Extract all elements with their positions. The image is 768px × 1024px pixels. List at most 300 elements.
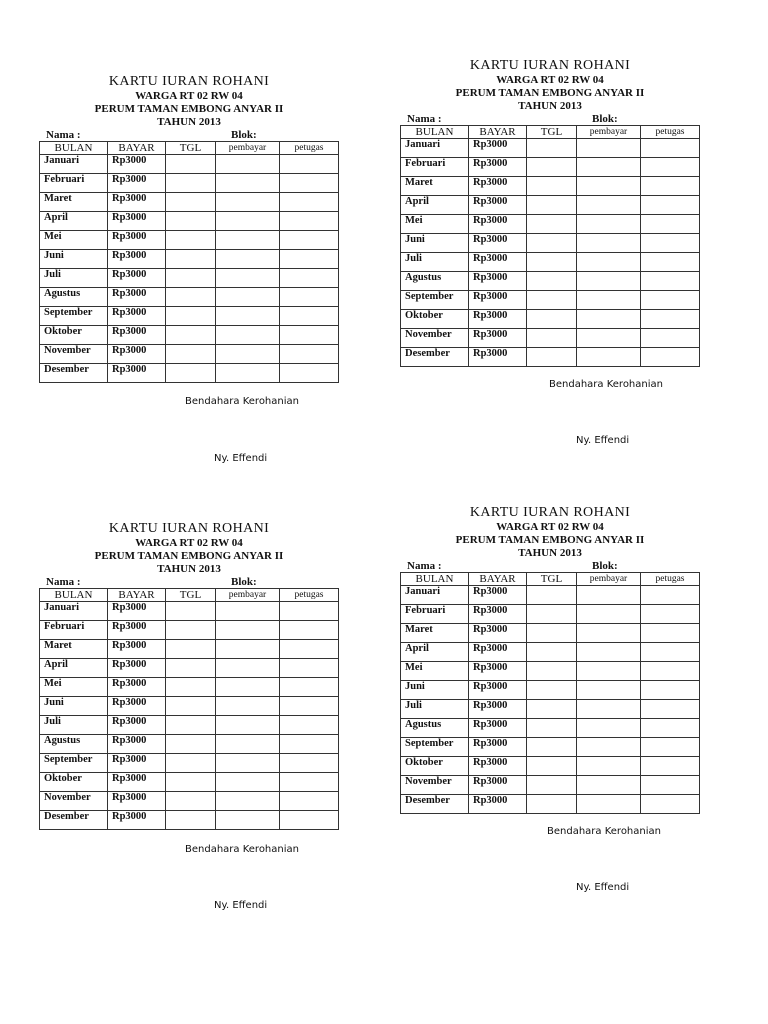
table-row bbox=[401, 215, 700, 234]
month-cell: Maret bbox=[401, 177, 469, 196]
amount-cell: Rp3000 bbox=[108, 678, 166, 697]
amount-cell: Rp3000 bbox=[469, 291, 527, 310]
date-cell bbox=[527, 158, 577, 177]
officer-cell bbox=[280, 250, 339, 269]
payer-cell bbox=[577, 291, 641, 310]
date-cell bbox=[527, 738, 577, 757]
date-cell bbox=[527, 196, 577, 215]
month-cell: Desember bbox=[40, 811, 108, 830]
date-cell bbox=[527, 215, 577, 234]
amount-cell: Rp3000 bbox=[108, 231, 166, 250]
date-cell bbox=[527, 624, 577, 643]
month-cell: Desember bbox=[401, 348, 469, 367]
table-row bbox=[40, 193, 339, 212]
table-row bbox=[40, 269, 339, 288]
name-block-row bbox=[39, 129, 339, 141]
table-row bbox=[401, 272, 700, 291]
amount-cell: Rp3000 bbox=[108, 193, 166, 212]
month-cell: November bbox=[40, 345, 108, 364]
payer-cell bbox=[577, 196, 641, 215]
table-row bbox=[401, 776, 700, 795]
month-cell: September bbox=[40, 754, 108, 773]
amount-cell: Rp3000 bbox=[469, 234, 527, 253]
month-cell: Februari bbox=[401, 158, 469, 177]
table-row bbox=[40, 678, 339, 697]
month-cell: Maret bbox=[401, 624, 469, 643]
card-subtitle-tahun: TAHUN 2013 bbox=[157, 563, 221, 575]
date-cell bbox=[527, 700, 577, 719]
amount-cell: Rp3000 bbox=[108, 640, 166, 659]
officer-cell bbox=[641, 681, 700, 700]
month-cell: Juli bbox=[401, 700, 469, 719]
treasurer-name: Ny. Effendi bbox=[576, 882, 630, 893]
table-row bbox=[40, 364, 339, 383]
payer-cell bbox=[216, 602, 280, 621]
nama-label: Nama : bbox=[407, 560, 442, 572]
month-cell: September bbox=[401, 738, 469, 757]
amount-cell: Rp3000 bbox=[108, 602, 166, 621]
month-cell: Agustus bbox=[40, 735, 108, 754]
payer-cell bbox=[216, 754, 280, 773]
amount-cell: Rp3000 bbox=[469, 586, 527, 605]
officer-cell bbox=[641, 291, 700, 310]
date-cell bbox=[527, 291, 577, 310]
month-cell: September bbox=[401, 291, 469, 310]
officer-cell bbox=[280, 174, 339, 193]
officer-cell bbox=[280, 326, 339, 345]
officer-cell bbox=[641, 158, 700, 177]
month-cell: April bbox=[401, 643, 469, 662]
date-cell bbox=[166, 811, 216, 830]
officer-cell bbox=[641, 348, 700, 367]
payer-cell bbox=[577, 139, 641, 158]
payer-cell bbox=[216, 155, 280, 174]
table-row bbox=[40, 811, 339, 830]
date-cell bbox=[527, 757, 577, 776]
amount-cell: Rp3000 bbox=[469, 624, 527, 643]
officer-cell bbox=[641, 215, 700, 234]
amount-cell: Rp3000 bbox=[469, 215, 527, 234]
date-cell bbox=[166, 345, 216, 364]
header-petugas: petugas bbox=[280, 142, 339, 155]
payer-cell bbox=[216, 811, 280, 830]
amount-cell: Rp3000 bbox=[469, 196, 527, 215]
month-cell: Juni bbox=[401, 681, 469, 700]
officer-cell bbox=[280, 269, 339, 288]
month-cell: September bbox=[40, 307, 108, 326]
month-cell: November bbox=[40, 792, 108, 811]
officer-cell bbox=[280, 193, 339, 212]
header-pembayar: pembayar bbox=[216, 589, 280, 602]
payer-cell bbox=[216, 307, 280, 326]
amount-cell: Rp3000 bbox=[108, 735, 166, 754]
dues-table bbox=[39, 141, 339, 383]
officer-cell bbox=[641, 196, 700, 215]
date-cell bbox=[527, 586, 577, 605]
officer-cell bbox=[641, 624, 700, 643]
amount-cell: Rp3000 bbox=[469, 776, 527, 795]
nama-label: Nama : bbox=[46, 576, 81, 588]
date-cell bbox=[166, 155, 216, 174]
amount-cell: Rp3000 bbox=[469, 719, 527, 738]
month-cell: Juli bbox=[40, 269, 108, 288]
dues-table bbox=[400, 125, 700, 367]
amount-cell: Rp3000 bbox=[108, 212, 166, 231]
month-cell: Januari bbox=[401, 139, 469, 158]
card-subtitle-tahun: TAHUN 2013 bbox=[518, 100, 582, 112]
amount-cell: Rp3000 bbox=[469, 643, 527, 662]
date-cell bbox=[166, 269, 216, 288]
payer-cell bbox=[216, 659, 280, 678]
table-header-row bbox=[40, 142, 339, 155]
date-cell bbox=[166, 697, 216, 716]
treasurer-name: Ny. Effendi bbox=[214, 453, 268, 464]
payer-cell bbox=[216, 678, 280, 697]
treasurer-title: Bendahara Kerohanian bbox=[547, 826, 661, 837]
officer-cell bbox=[641, 719, 700, 738]
date-cell bbox=[527, 605, 577, 624]
amount-cell: Rp3000 bbox=[469, 605, 527, 624]
treasurer-name: Ny. Effendi bbox=[576, 435, 630, 446]
amount-cell: Rp3000 bbox=[469, 738, 527, 757]
header-tgl: TGL bbox=[527, 126, 577, 139]
officer-cell bbox=[280, 716, 339, 735]
officer-cell bbox=[641, 776, 700, 795]
payer-cell bbox=[577, 738, 641, 757]
payer-cell bbox=[216, 364, 280, 383]
treasurer-title: Bendahara Kerohanian bbox=[185, 396, 299, 407]
amount-cell: Rp3000 bbox=[108, 659, 166, 678]
month-cell: Maret bbox=[40, 193, 108, 212]
dues-table bbox=[39, 588, 339, 830]
amount-cell: Rp3000 bbox=[108, 326, 166, 345]
table-row bbox=[401, 757, 700, 776]
officer-cell bbox=[641, 700, 700, 719]
header-pembayar: pembayar bbox=[577, 573, 641, 586]
table-row bbox=[401, 719, 700, 738]
table-row bbox=[401, 624, 700, 643]
date-cell bbox=[166, 193, 216, 212]
header-bulan: BULAN bbox=[40, 142, 108, 155]
officer-cell bbox=[280, 231, 339, 250]
month-cell: Juni bbox=[40, 250, 108, 269]
payer-cell bbox=[577, 158, 641, 177]
name-block-row bbox=[400, 113, 700, 125]
table-row bbox=[401, 310, 700, 329]
amount-cell: Rp3000 bbox=[108, 364, 166, 383]
payer-cell bbox=[216, 212, 280, 231]
amount-cell: Rp3000 bbox=[108, 716, 166, 735]
payer-cell bbox=[216, 250, 280, 269]
amount-cell: Rp3000 bbox=[108, 811, 166, 830]
card-subtitle-perum: PERUM TAMAN EMBONG ANYAR II bbox=[455, 87, 645, 99]
card-header bbox=[400, 58, 700, 113]
payer-cell bbox=[216, 716, 280, 735]
date-cell bbox=[527, 348, 577, 367]
officer-cell bbox=[280, 364, 339, 383]
table-row bbox=[401, 291, 700, 310]
month-cell: November bbox=[401, 329, 469, 348]
table-header-row bbox=[401, 126, 700, 139]
officer-cell bbox=[641, 586, 700, 605]
date-cell bbox=[527, 272, 577, 291]
officer-cell bbox=[280, 697, 339, 716]
payer-cell bbox=[577, 586, 641, 605]
header-bayar: BAYAR bbox=[469, 573, 527, 586]
payer-cell bbox=[577, 177, 641, 196]
payer-cell bbox=[577, 624, 641, 643]
table-row bbox=[401, 253, 700, 272]
header-pembayar: pembayar bbox=[577, 126, 641, 139]
date-cell bbox=[166, 621, 216, 640]
table-row bbox=[40, 640, 339, 659]
table-row bbox=[40, 231, 339, 250]
officer-cell bbox=[280, 212, 339, 231]
blok-label: Blok: bbox=[231, 576, 257, 588]
date-cell bbox=[166, 174, 216, 193]
table-row bbox=[40, 602, 339, 621]
blok-label: Blok: bbox=[592, 560, 618, 572]
amount-cell: Rp3000 bbox=[469, 700, 527, 719]
officer-cell bbox=[280, 659, 339, 678]
date-cell bbox=[166, 640, 216, 659]
month-cell: Juni bbox=[40, 697, 108, 716]
table-row bbox=[401, 681, 700, 700]
table-row bbox=[401, 586, 700, 605]
header-bulan: BULAN bbox=[40, 589, 108, 602]
amount-cell: Rp3000 bbox=[469, 662, 527, 681]
blok-label: Blok: bbox=[231, 129, 257, 141]
payer-cell bbox=[577, 719, 641, 738]
payer-cell bbox=[577, 348, 641, 367]
month-cell: Februari bbox=[40, 621, 108, 640]
table-row bbox=[40, 716, 339, 735]
card-subtitle-perum: PERUM TAMAN EMBONG ANYAR II bbox=[455, 534, 645, 546]
amount-cell: Rp3000 bbox=[469, 139, 527, 158]
date-cell bbox=[166, 364, 216, 383]
table-row bbox=[401, 234, 700, 253]
table-row bbox=[401, 158, 700, 177]
officer-cell bbox=[280, 735, 339, 754]
table-row bbox=[40, 250, 339, 269]
date-cell bbox=[527, 795, 577, 814]
date-cell bbox=[166, 735, 216, 754]
date-cell bbox=[166, 250, 216, 269]
month-cell: Mei bbox=[401, 662, 469, 681]
date-cell bbox=[527, 719, 577, 738]
month-cell: Desember bbox=[40, 364, 108, 383]
table-row bbox=[40, 697, 339, 716]
payer-cell bbox=[577, 795, 641, 814]
officer-cell bbox=[641, 757, 700, 776]
card-top-left bbox=[39, 74, 339, 383]
card-bottom-right bbox=[400, 505, 700, 814]
officer-cell bbox=[641, 310, 700, 329]
table-row bbox=[40, 174, 339, 193]
officer-cell bbox=[641, 139, 700, 158]
month-cell: Januari bbox=[40, 602, 108, 621]
amount-cell: Rp3000 bbox=[108, 697, 166, 716]
amount-cell: Rp3000 bbox=[108, 345, 166, 364]
table-row bbox=[40, 212, 339, 231]
payer-cell bbox=[216, 621, 280, 640]
date-cell bbox=[166, 678, 216, 697]
month-cell: Juli bbox=[401, 253, 469, 272]
card-header bbox=[39, 521, 339, 576]
table-row bbox=[40, 754, 339, 773]
date-cell bbox=[527, 643, 577, 662]
header-pembayar: pembayar bbox=[216, 142, 280, 155]
table-row bbox=[401, 605, 700, 624]
date-cell bbox=[166, 602, 216, 621]
header-bayar: BAYAR bbox=[469, 126, 527, 139]
officer-cell bbox=[641, 177, 700, 196]
header-tgl: TGL bbox=[166, 142, 216, 155]
payer-cell bbox=[216, 697, 280, 716]
officer-cell bbox=[280, 288, 339, 307]
month-cell: Oktober bbox=[401, 757, 469, 776]
table-header-row bbox=[40, 589, 339, 602]
date-cell bbox=[166, 307, 216, 326]
treasurer-title: Bendahara Kerohanian bbox=[549, 379, 663, 390]
officer-cell bbox=[641, 662, 700, 681]
month-cell: Oktober bbox=[40, 773, 108, 792]
month-cell: Februari bbox=[401, 605, 469, 624]
table-row bbox=[401, 177, 700, 196]
payer-cell bbox=[577, 605, 641, 624]
date-cell bbox=[166, 288, 216, 307]
card-top-right bbox=[400, 58, 700, 367]
name-block-row bbox=[39, 576, 339, 588]
officer-cell bbox=[280, 307, 339, 326]
amount-cell: Rp3000 bbox=[469, 310, 527, 329]
table-row bbox=[40, 155, 339, 174]
date-cell bbox=[166, 326, 216, 345]
month-cell: Oktober bbox=[401, 310, 469, 329]
card-subtitle-warga: WARGA RT 02 RW 04 bbox=[496, 74, 604, 86]
amount-cell: Rp3000 bbox=[469, 253, 527, 272]
month-cell: April bbox=[401, 196, 469, 215]
amount-cell: Rp3000 bbox=[469, 177, 527, 196]
month-cell: Maret bbox=[40, 640, 108, 659]
header-bulan: BULAN bbox=[401, 126, 469, 139]
officer-cell bbox=[641, 272, 700, 291]
month-cell: Januari bbox=[401, 586, 469, 605]
month-cell: Agustus bbox=[401, 272, 469, 291]
officer-cell bbox=[280, 155, 339, 174]
payer-cell bbox=[577, 662, 641, 681]
amount-cell: Rp3000 bbox=[469, 757, 527, 776]
payer-cell bbox=[577, 757, 641, 776]
blok-label: Blok: bbox=[592, 113, 618, 125]
month-cell: Agustus bbox=[401, 719, 469, 738]
card-subtitle-warga: WARGA RT 02 RW 04 bbox=[135, 90, 243, 102]
table-row bbox=[401, 348, 700, 367]
amount-cell: Rp3000 bbox=[108, 792, 166, 811]
amount-cell: Rp3000 bbox=[108, 269, 166, 288]
payer-cell bbox=[577, 310, 641, 329]
date-cell bbox=[166, 792, 216, 811]
table-row bbox=[40, 773, 339, 792]
treasurer-name: Ny. Effendi bbox=[214, 900, 268, 911]
payer-cell bbox=[216, 345, 280, 364]
table-row bbox=[40, 735, 339, 754]
card-title: KARTU IURAN ROHANI bbox=[108, 74, 270, 89]
header-petugas: petugas bbox=[280, 589, 339, 602]
header-petugas: petugas bbox=[641, 573, 700, 586]
month-cell: Agustus bbox=[40, 288, 108, 307]
amount-cell: Rp3000 bbox=[469, 158, 527, 177]
amount-cell: Rp3000 bbox=[469, 272, 527, 291]
table-row bbox=[40, 288, 339, 307]
card-bottom-left bbox=[39, 521, 339, 830]
amount-cell: Rp3000 bbox=[108, 621, 166, 640]
table-row bbox=[40, 792, 339, 811]
payer-cell bbox=[216, 231, 280, 250]
amount-cell: Rp3000 bbox=[469, 681, 527, 700]
month-cell: Mei bbox=[40, 231, 108, 250]
header-bayar: BAYAR bbox=[108, 142, 166, 155]
month-cell: Mei bbox=[40, 678, 108, 697]
treasurer-title: Bendahara Kerohanian bbox=[185, 844, 299, 855]
officer-cell bbox=[280, 640, 339, 659]
officer-cell bbox=[641, 253, 700, 272]
table-row bbox=[401, 700, 700, 719]
payer-cell bbox=[216, 773, 280, 792]
payer-cell bbox=[577, 272, 641, 291]
payer-cell bbox=[216, 288, 280, 307]
payer-cell bbox=[216, 269, 280, 288]
officer-cell bbox=[641, 234, 700, 253]
table-row bbox=[401, 643, 700, 662]
officer-cell bbox=[280, 602, 339, 621]
month-cell: Juli bbox=[40, 716, 108, 735]
amount-cell: Rp3000 bbox=[469, 795, 527, 814]
date-cell bbox=[527, 662, 577, 681]
card-header bbox=[400, 505, 700, 560]
date-cell bbox=[166, 659, 216, 678]
table-row bbox=[401, 662, 700, 681]
table-row bbox=[401, 738, 700, 757]
amount-cell: Rp3000 bbox=[469, 348, 527, 367]
amount-cell: Rp3000 bbox=[469, 329, 527, 348]
date-cell bbox=[527, 253, 577, 272]
card-subtitle-warga: WARGA RT 02 RW 04 bbox=[496, 521, 604, 533]
payer-cell bbox=[216, 193, 280, 212]
card-header bbox=[39, 74, 339, 129]
amount-cell: Rp3000 bbox=[108, 754, 166, 773]
officer-cell bbox=[641, 643, 700, 662]
month-cell: November bbox=[401, 776, 469, 795]
date-cell bbox=[527, 139, 577, 158]
name-block-row bbox=[400, 560, 700, 572]
officer-cell bbox=[280, 792, 339, 811]
card-title: KARTU IURAN ROHANI bbox=[469, 505, 631, 520]
amount-cell: Rp3000 bbox=[108, 250, 166, 269]
date-cell bbox=[527, 234, 577, 253]
payer-cell bbox=[577, 700, 641, 719]
payer-cell bbox=[577, 681, 641, 700]
table-row bbox=[401, 329, 700, 348]
amount-cell: Rp3000 bbox=[108, 773, 166, 792]
month-cell: Januari bbox=[40, 155, 108, 174]
payer-cell bbox=[216, 735, 280, 754]
officer-cell bbox=[641, 329, 700, 348]
officer-cell bbox=[641, 795, 700, 814]
date-cell bbox=[527, 310, 577, 329]
month-cell: April bbox=[40, 212, 108, 231]
payer-cell bbox=[216, 174, 280, 193]
